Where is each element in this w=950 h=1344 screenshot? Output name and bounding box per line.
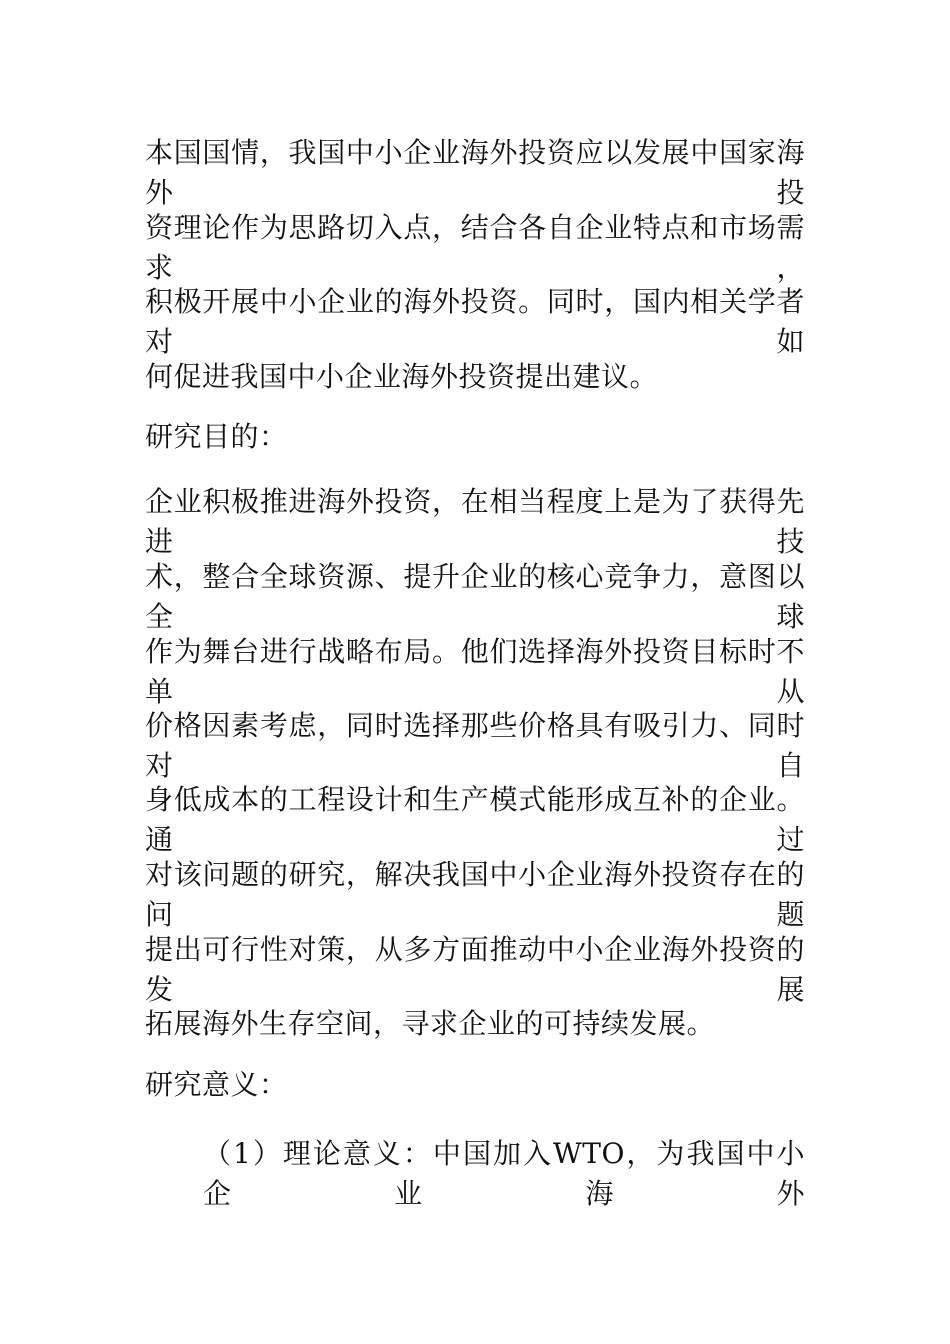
text-line: （1）理论意义：中国加入WTO，为我国中小企业海外 xyxy=(203,1137,805,1210)
text-line: 企业积极推进海外投资，在相当程度上是为了获得先进技 xyxy=(145,485,805,558)
text-line: 本国国情，我国中小企业海外投资应以发展中国家海外投 xyxy=(145,136,805,209)
text-line: 价格因素考虑，同时选择那些价格具有吸引力、同时对自 xyxy=(145,709,805,782)
text-line: 何促进我国中小企业海外投资提出建议。 xyxy=(145,360,659,393)
text-line: 拓展海外生存空间，寻求企业的可持续发展。 xyxy=(145,1007,716,1040)
section-heading-significance: 研究意义： xyxy=(145,1068,288,1101)
text-line: 对该问题的研究，解决我国中小企业海外投资存在的问题 xyxy=(145,858,805,931)
text-line: 资理论作为思路切入点，结合各自企业特点和市场需求， xyxy=(145,211,805,284)
text-line: 提出可行性对策，从多方面推动中小企业海外投资的发展 xyxy=(145,933,805,1006)
text-line: 术，整合全球资源、提升企业的核心竞争力，意图以全球 xyxy=(145,560,805,633)
text-line: 身低成本的工程设计和生产模式能形成互补的企业。通过 xyxy=(145,783,805,856)
text-line: 积极开展中小企业的海外投资。同时，国内相关学者对如 xyxy=(145,285,805,358)
text-line: 作为舞台进行战略布局。他们选择海外投资目标时不单从 xyxy=(145,635,805,708)
section-heading-purpose: 研究目的： xyxy=(145,420,288,453)
